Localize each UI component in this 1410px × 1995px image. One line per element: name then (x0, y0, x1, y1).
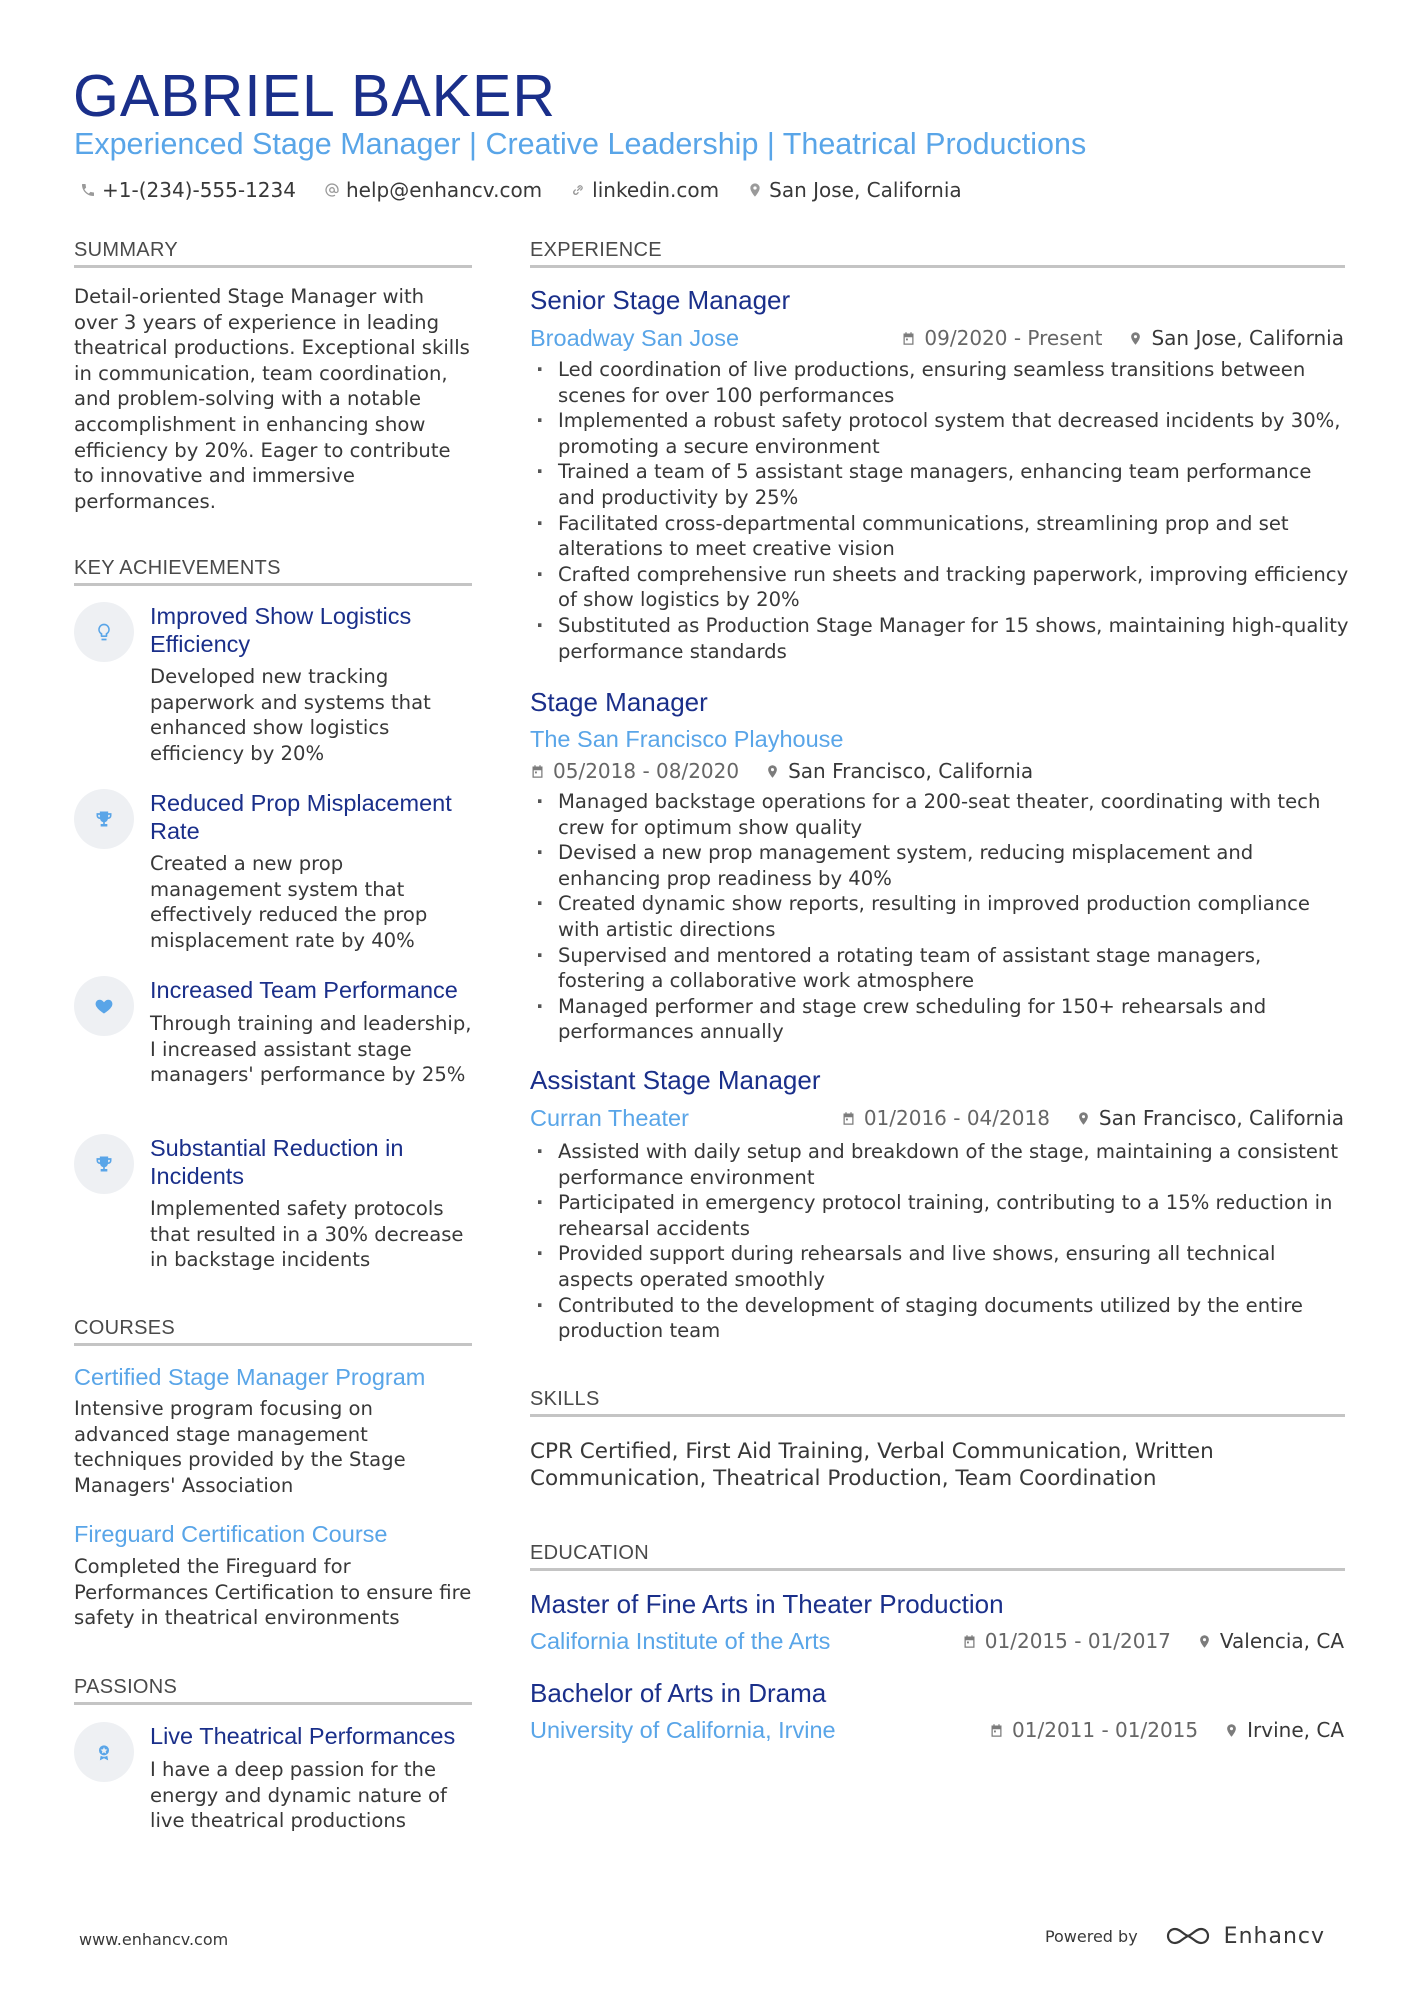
achievement-desc: Created a new prop management system that effectively reduced the prop misplacement rate by 40% (150, 852, 428, 952)
footer-branding (1045, 1923, 1325, 1949)
skills-text: CPR Certified, First Aid Training, Verbal Communication, Written Communication, Theatrical Production, Team Coordination (530, 1439, 1214, 1491)
location-icon (1197, 1634, 1212, 1649)
achievement-title: Reduced Prop Misplacement Rate (150, 790, 452, 844)
achievement-desc: Through training and leadership, I increased assistant stage managers' performance by 25% (150, 1012, 472, 1087)
education-meta (989, 1716, 1344, 1744)
job-location: San Jose, California (1128, 324, 1344, 352)
education-meta (962, 1627, 1344, 1655)
calendar-icon (962, 1634, 977, 1649)
job-meta (901, 324, 1344, 352)
achievement-desc: Developed new tracking paperwork and systems that enhanced show logistics efficiency by 20% (150, 665, 431, 765)
candidate-tagline: Experienced Stage Manager | Creative Leadership | Theatrical Productions (74, 127, 1087, 161)
passion-item (74, 1722, 474, 1842)
job-bullet: · Contributed to the development of staging documents utilized by the entire production team (530, 1293, 1350, 1344)
job-bullets (530, 357, 1350, 664)
brand-name: Enhancv (1223, 1923, 1325, 1949)
contact-location (747, 176, 962, 204)
lightbulb-icon (94, 622, 114, 642)
medal-icon (94, 1742, 114, 1762)
skills-heading: SKILLS (530, 1387, 1345, 1417)
enhancv-logo[interactable] (1164, 1923, 1325, 1949)
calendar-icon (989, 1723, 1004, 1738)
heart-icon (94, 996, 114, 1016)
education-heading: EDUCATION (530, 1541, 1345, 1571)
achievement-title: Increased Team Performance (150, 977, 458, 1003)
calendar-icon (530, 764, 545, 779)
location-icon (765, 764, 780, 779)
contact-linkedin-text: linkedin.com (592, 178, 720, 202)
job-title: Senior Stage Manager (530, 285, 791, 315)
job-location: San Francisco, California (765, 757, 1033, 785)
school-name: California Institute of the Arts (530, 1628, 831, 1654)
education-date: 01/2015 - 01/2017 (962, 1627, 1171, 1655)
course-desc: Completed the Fireguard for Performances Certification to ensure fire safety in theatrical environments (74, 1555, 472, 1630)
location-icon (1224, 1723, 1239, 1738)
degree-title: Master of Fine Arts in Theater Production (530, 1589, 1004, 1619)
passions-heading: PASSIONS (74, 1675, 472, 1705)
education-location: Valencia, CA (1197, 1627, 1344, 1655)
company-name: Curran Theater (530, 1105, 689, 1131)
at-icon (324, 182, 340, 198)
company-name: Broadway San Jose (530, 325, 740, 351)
powered-by-label: Powered by (1044, 1926, 1138, 1946)
courses-heading: COURSES (74, 1316, 472, 1346)
job-location: San Francisco, California (1076, 1104, 1344, 1132)
calendar-icon (901, 331, 916, 346)
footer-website[interactable]: www.enhancv.com (79, 1930, 229, 1949)
trophy-icon (94, 1154, 114, 1174)
achievement-title: Improved Show Logistics Efficiency (150, 603, 412, 657)
passion-icon-circle (74, 1722, 134, 1782)
passion-desc: I have a deep passion for the energy and dynamic nature of live theatrical productions (150, 1758, 447, 1833)
job-bullet: · Managed performer and stage crew scheduling for 150+ rehearsals and performances annually (530, 994, 1350, 1045)
job-bullet: · Devised a new prop management system, reducing misplacement and enhancing prop readiness by 40% (530, 840, 1350, 891)
contact-bar (80, 176, 990, 204)
infinity-logo-icon (1164, 1923, 1212, 1949)
job-bullets (530, 1139, 1350, 1344)
location-icon (1128, 331, 1143, 346)
school-name: University of California, Irvine (530, 1717, 836, 1743)
passion-title: Live Theatrical Performances (150, 1723, 456, 1749)
calendar-icon (841, 1111, 856, 1126)
job-bullet: · Implemented a robust safety protocol system that decreased incidents by 30%, promoting a secure environment (530, 408, 1350, 459)
achievement-item (74, 602, 474, 765)
job-bullet: · Assisted with daily setup and breakdown of the stage, maintaining a consistent performance environment (530, 1139, 1350, 1190)
phone-icon (80, 182, 96, 198)
job-date: 05/2018 - 08/2020 (530, 757, 739, 785)
candidate-name: GABRIEL BAKER (73, 63, 556, 129)
job-bullets (530, 789, 1350, 1045)
job-bullet: · Led coordination of live productions, ensuring seamless transitions between scenes for over 100 performances (530, 357, 1350, 408)
achievement-item (74, 1134, 474, 1274)
job-title: Stage Manager (530, 687, 708, 717)
course-title: Fireguard Certification Course (74, 1521, 388, 1547)
achievement-icon-circle (74, 976, 134, 1036)
job-meta (530, 757, 1033, 785)
job-date: 09/2020 - Present (901, 324, 1102, 352)
experience-heading: EXPERIENCE (530, 238, 1345, 268)
job-bullet: · Trained a team of 5 assistant stage managers, enhancing team performance and productivity by 25% (530, 459, 1350, 510)
job-title: Assistant Stage Manager (530, 1065, 821, 1095)
contact-email[interactable] (324, 176, 542, 204)
job-bullet: · Provided support during rehearsals and live shows, ensuring all technical aspects operated smoothly (530, 1241, 1350, 1292)
job-bullet: · Crafted comprehensive run sheets and tracking paperwork, improving efficiency of show logistics by 20% (530, 562, 1350, 613)
company-name: The San Francisco Playhouse (530, 726, 844, 752)
degree-title: Bachelor of Arts in Drama (530, 1678, 827, 1708)
achievement-icon-circle (74, 789, 134, 849)
location-icon (1076, 1111, 1091, 1126)
job-date: 01/2016 - 04/2018 (841, 1104, 1050, 1132)
achievement-icon-circle (74, 602, 134, 662)
location-icon (747, 182, 763, 198)
summary-heading: SUMMARY (74, 238, 472, 268)
link-icon (570, 182, 586, 198)
contact-phone-text: +1-(234)-555-1234 (102, 178, 296, 202)
achievement-item (74, 789, 474, 952)
achievement-item (74, 976, 474, 1116)
achievements-heading: KEY ACHIEVEMENTS (74, 556, 472, 586)
achievement-desc: Implemented safety protocols that resulted in a 30% decrease in backstage incidents (150, 1197, 464, 1272)
achievement-title: Substantial Reduction in Incidents (150, 1135, 404, 1189)
achievement-icon-circle (74, 1134, 134, 1194)
job-bullet: · Supervised and mentored a rotating team of assistant stage managers, fostering a collaborative work atmosphere (530, 943, 1350, 994)
trophy-icon (94, 809, 114, 829)
summary-text: Detail-oriented Stage Manager with over 3 years of experience in leading theatrical productions. Exceptional skills in communication, team coordination, and problem-solving with a notable accomplishment in enhancing show efficiency by 20%. Eager to contribute to innovative and immersive performances. (74, 285, 470, 513)
job-bullet: · Participated in emergency protocol training, contributing to a 15% reduction in rehearsal accidents (530, 1190, 1350, 1241)
job-bullet: · Facilitated cross-departmental communications, streamlining prop and set alterations to meet creative vision (530, 511, 1350, 562)
job-meta (841, 1104, 1344, 1132)
contact-email-text: help@enhancv.com (345, 178, 543, 202)
education-date: 01/2011 - 01/2015 (989, 1716, 1198, 1744)
education-location: Irvine, CA (1224, 1716, 1344, 1744)
course-title: Certified Stage Manager Program (74, 1364, 426, 1390)
contact-linkedin[interactable] (570, 176, 719, 204)
contact-location-text: San Jose, California (769, 178, 962, 202)
job-bullet: · Substituted as Production Stage Manager for 15 shows, maintaining high-quality performance standards (530, 613, 1350, 664)
contact-phone[interactable] (80, 176, 296, 204)
course-desc: Intensive program focusing on advanced stage management techniques provided by the Stage Managers' Association (74, 1397, 406, 1497)
job-bullet: · Managed backstage operations for a 200-seat theater, coordinating with tech crew for optimum show quality (530, 789, 1350, 840)
job-bullet: · Created dynamic show reports, resulting in improved production compliance with artistic directions (530, 891, 1350, 942)
